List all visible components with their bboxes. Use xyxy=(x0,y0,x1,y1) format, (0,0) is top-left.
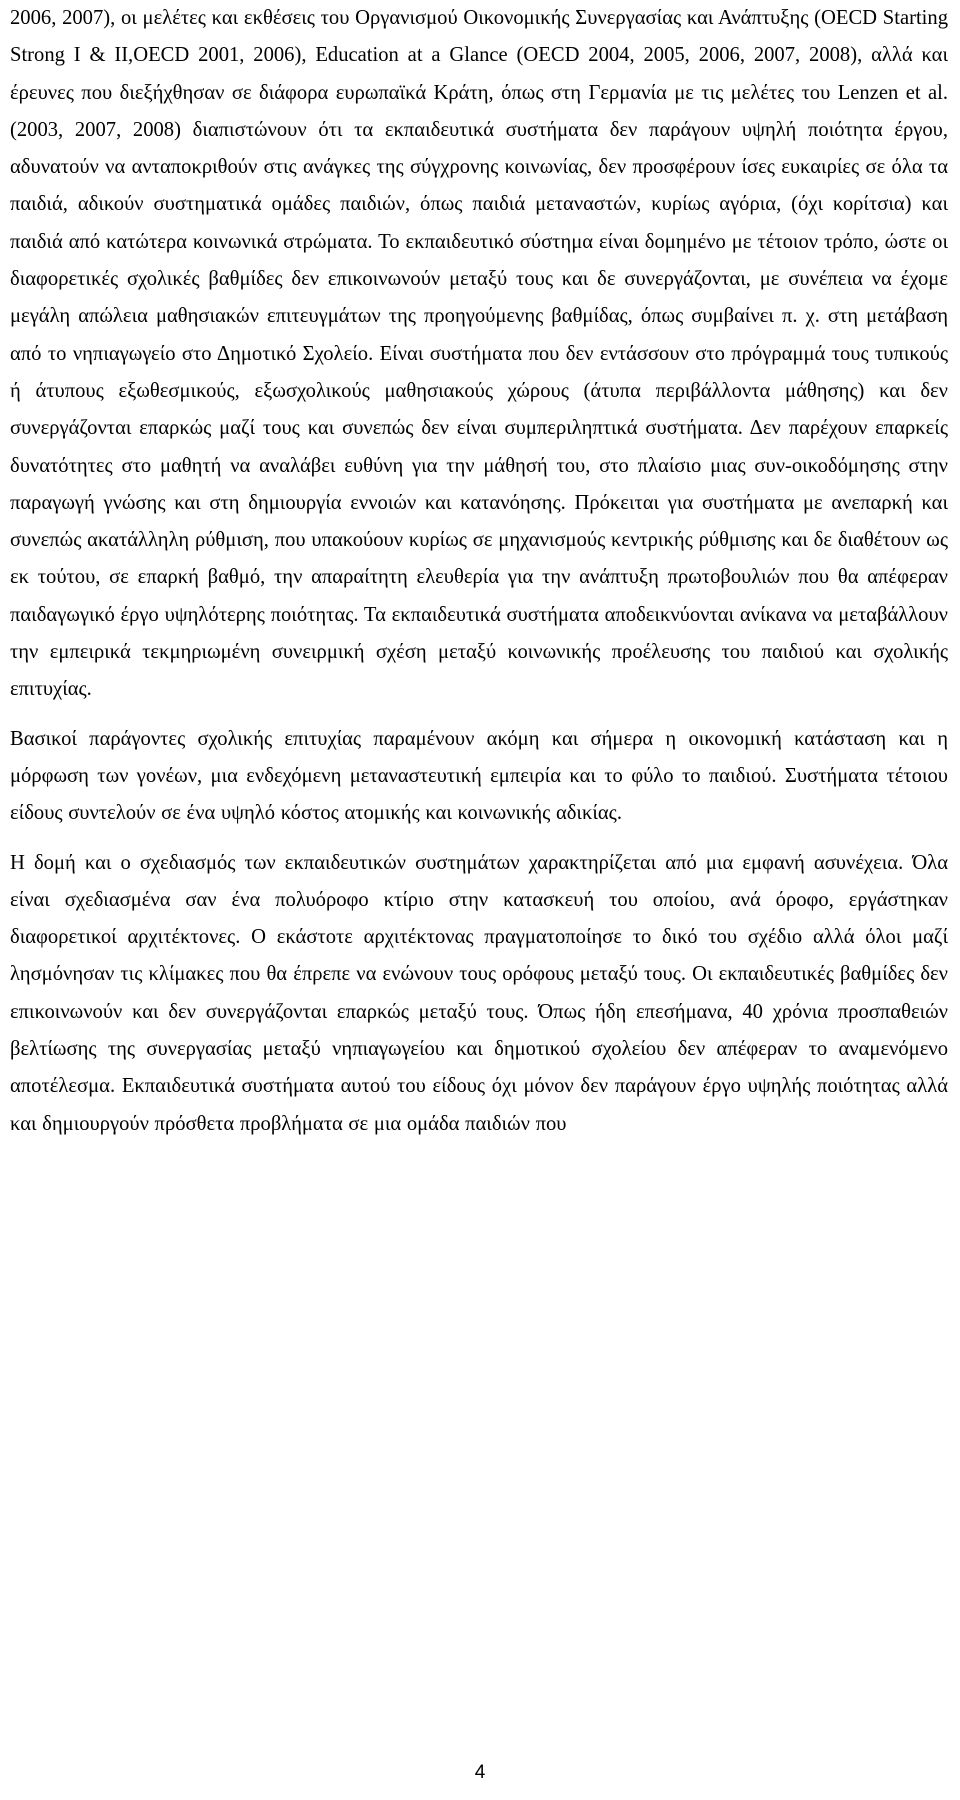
paragraph-success-factors: Βασικοί παράγοντες σχολικής επιτυχίας παραμένουν ακόμη και σήμερα η οικονομική κατάσταση και η μόρφωση των γονέων, μια ενδεχόμενη μεταναστευτική εμπειρία και το φύλο το παιδιού. Συστήματα τέτοιου είδους συντελούν σε ένα υψηλό κόστος ατομικής και κοινωνικής αδικίας. xyxy=(10,727,948,825)
paragraph-oecd-findings: 2006, 2007), οι μελέτες και εκθέσεις του Οργανισμού Οικονομικής Συνεργασίας και Ανάπτυξης (OECD Starting Strong I & II,OECD 2001, 2006), Education at a Glance (OECD 2004, 2005, 2006, 2007, 2008), αλλά και έρευνες που διεξήχθησαν σε διάφορα ευρωπαϊκά Κράτη, όπως στη Γερμανία με τις μελέτες του Lenzen et al. (2003, 2007, 2008) διαπιστώνουν ότι τα εκπαιδευτικά συστήματα δεν παράγουν υψηλή ποιότητα έργου, αδυνατούν να ανταποκριθούν στις ανάγκες της σύγχρονης κοινωνίας, δεν προσφέρουν ίσες ευκαιρίες σε όλα τα παιδιά, αδικούν συστηματικά ομάδες παιδιών, όπως παιδιά μεταναστών, κυρίως αγόρια, (όχι κορίτσια) και παιδιά από κατώτερα κοινωνικά στρώματα. Το εκπαιδευτικό σύστημα είναι δομημένο με τέτοιον τρόπο, ώστε οι διαφορετικές σχολικές βαθμίδες δεν επικοινωνούν μεταξύ τους και δε συνεργάζονται, με συνέπεια να έχομε μεγάλη απώλεια μαθησιακών επιτευγμάτων της προηγούμενης βαθμίδας, όπως συμβαίνει π. χ. στη μετάβαση από το νηπιαγωγείο στο Δημοτικό Σχολείο. Είναι συστήματα που δεν εντάσσουν στο πρόγραμμά τους τυπικούς ή άτυπους εξωθεσμικούς, εξωσχολικούς μαθησιακούς χώρους (άτυπα περιβάλλοντα μάθησης) και δεν συνεργάζονται επαρκώς μαζί τους και συνεπώς δεν είναι συμπεριληπτικά συστήματα. Δεν παρέχουν επαρκείς δυνατότητες στο μαθητή να αναλάβει ευθύνη για την μάθησή του, στο πλαίσιο μιας συν-οικοδόμησης στην παραγωγή γνώσης και στη δημιουργία εννοιών και κατανόησης. Πρόκειται για συστήματα με ανεπαρκή και συνεπώς ακατάλληλη ρύθμιση, που υπακούουν κυρίως σε μηχανισμούς κεντρικής ρύθμισης και δε διαθέτουν ως εκ τούτου, σε επαρκή βαθμό, την απαραίτητη ελευθερία για την ανάπτυξη πρωτοβουλιών που θα απέφεραν παιδαγωγικό έργο υψηλότερης ποιότητας. Τα εκπαιδευτικά συστήματα αποδεικνύονται ανίκανα να μεταβάλλουν την εμπειρικά τεκμηριωμένη συνειρμική σχέση μεταξύ κοινωνικής προέλευσης του παιδιού και σχολικής επιτυχίας. xyxy=(10,7,948,701)
paragraph-system-discontinuity: Η δομή και ο σχεδιασμός των εκπαιδευτικών συστημάτων χαρακτηρίζεται από μια εμφανή ασυνέχεια. Όλα είναι σχεδιασμένα σαν ένα πολυόροφο κτίριο στην κατασκευή του οποίου, ανά όροφο, εργάστηκαν διαφορετικοί αρχιτέκτονες. Ο εκάστοτε αρχιτέκτονας πραγματοποίησε το δικό του σχέδιο αλλά όλοι μαζί λησμόνησαν τις κλίμακες που θα έπρεπε να ενώνουν τους ορόφους μεταξύ τους. Οι εκπαιδευτικές βαθμίδες δεν επικοινωνούν και δεν συνεργάζονται επαρκώς μεταξύ τους. Όπως ήδη επεσήμανα, 40 χρόνια προσπαθειών βελτίωσης της συνεργασίας μεταξύ νηπιαγωγείου και δημοτικού σχολείου δεν απέφεραν το αναμενόμενο αποτέλεσμα. Εκπαιδευτικά συστήματα αυτού του είδους όχι μόνον δεν παράγουν έργο υψηλής ποιότητας αλλά και δημιουργούν πρόσθετα προβλήματα σε μια ομάδα παιδιών που xyxy=(10,851,948,1135)
page-number: 4 xyxy=(474,1762,486,1783)
